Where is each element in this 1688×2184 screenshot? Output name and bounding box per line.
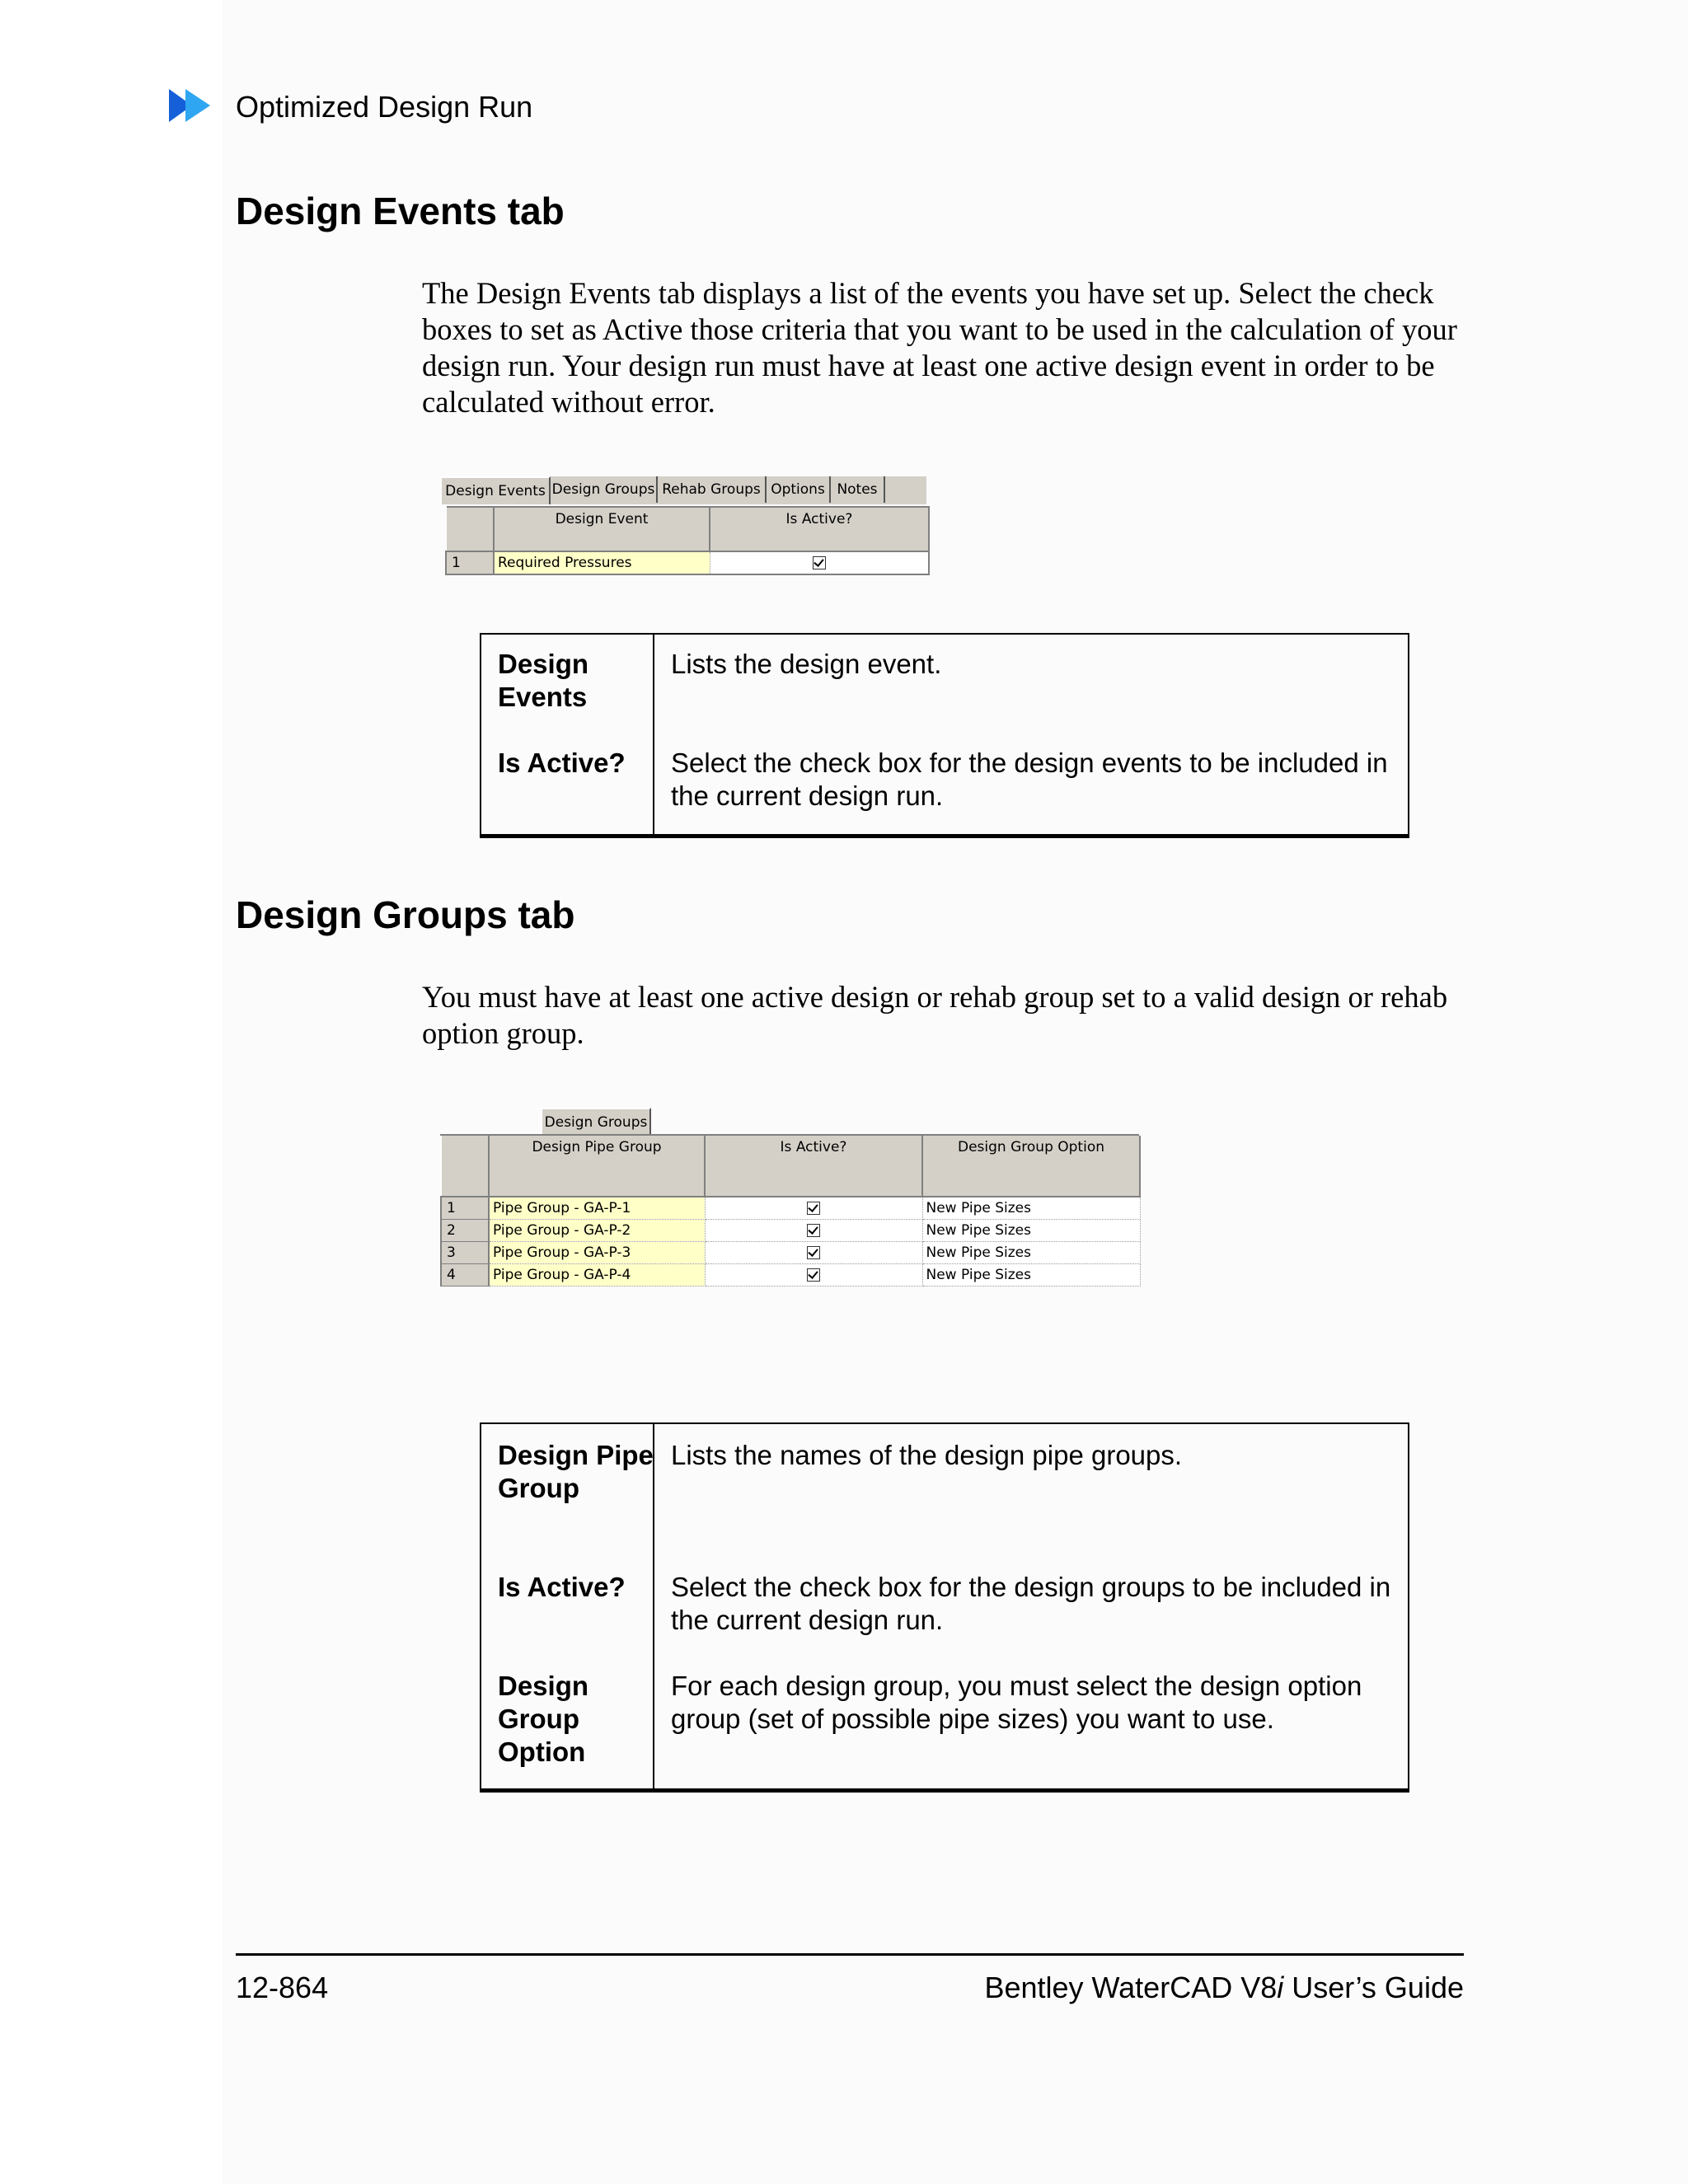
design-events-definition-table: [480, 633, 1409, 838]
design-events-grid: [445, 506, 930, 575]
row-number: 2: [441, 1220, 489, 1242]
running-header: Optimized Design Run: [236, 90, 533, 124]
page-number: 12-864: [236, 1971, 329, 2004]
table-row: [441, 1197, 1140, 1220]
checked-checkbox-icon[interactable]: [807, 1224, 820, 1237]
is-active-cell[interactable]: [705, 1197, 922, 1220]
is-active-cell[interactable]: [705, 1220, 922, 1242]
design-groups-definition-table: [480, 1422, 1409, 1793]
is-active-cell[interactable]: [710, 551, 929, 574]
term-design-group-option: Design Group Option: [498, 1671, 589, 1767]
tab-strip: [541, 1108, 653, 1136]
checked-checkbox-icon[interactable]: [807, 1202, 820, 1215]
row-number: 1: [441, 1197, 489, 1220]
pipe-group-cell[interactable]: Pipe Group - GA-P-3: [489, 1242, 705, 1264]
section-heading-design-events: Design Events tab: [236, 190, 565, 232]
tab-rehab-groups[interactable]: Rehab Groups: [658, 476, 767, 503]
design-events-paragraph: The Design Events tab displays a list of the events you have set up. Select the check boxes to set as Active those criteria that you want to be used in the calculation of your design run. Your design run must have at least one active design event in order to be calculated without error.: [422, 276, 1457, 419]
guide-title-prefix: Bentley WaterCAD V8: [984, 1971, 1278, 2004]
column-header-is-active[interactable]: Is Active?: [705, 1136, 922, 1197]
term-is-active: Is Active?: [498, 1572, 626, 1602]
design-group-option-cell[interactable]: New Pipe Sizes: [922, 1197, 1140, 1220]
term-design-pipe-group: Design Pipe Group: [498, 1440, 654, 1503]
tab-strip: [440, 476, 926, 504]
design-group-option-cell[interactable]: New Pipe Sizes: [922, 1220, 1140, 1242]
design-group-option-cell[interactable]: New Pipe Sizes: [922, 1242, 1140, 1264]
column-header-design-event[interactable]: Design Event: [494, 507, 710, 551]
footer-rule: [236, 1953, 1464, 1956]
term-design-events: Design Events: [498, 649, 589, 712]
guide-title-italic: i: [1277, 1971, 1284, 2004]
table-row: [441, 1242, 1140, 1264]
design-group-option-cell[interactable]: New Pipe Sizes: [922, 1264, 1140, 1286]
section-heading-design-groups: Design Groups tab: [236, 893, 575, 936]
is-active-cell[interactable]: [705, 1242, 922, 1264]
is-active-cell[interactable]: [705, 1264, 922, 1286]
tab-notes[interactable]: Notes: [831, 476, 885, 503]
desc-is-active: Select the check box for the design groups to be included in the current design run.: [671, 1572, 1391, 1635]
column-header-is-active[interactable]: Is Active?: [710, 507, 929, 551]
checked-checkbox-icon[interactable]: [807, 1246, 820, 1259]
pipe-group-cell[interactable]: Pipe Group - GA-P-1: [489, 1197, 705, 1220]
design-event-cell[interactable]: Required Pressures: [494, 551, 710, 574]
desc-is-active: Select the check box for the design events to be included in the current design run.: [671, 748, 1388, 811]
desc-design-events: Lists the design event.: [671, 649, 942, 679]
desc-design-group-option: For each design group, you must select the design option group (set of possible pipe sizes) you want to use.: [671, 1671, 1362, 1734]
grid-corner: [446, 507, 494, 551]
tab-design-groups[interactable]: Design Groups: [551, 476, 658, 503]
table-row: [441, 1264, 1140, 1286]
row-number: 1: [446, 551, 494, 574]
guide-title: [984, 1970, 1464, 2006]
tab-options[interactable]: Options: [767, 476, 831, 503]
design-groups-paragraph: You must have at least one active design or rehab group set to a valid design or rehab option group.: [422, 980, 1448, 1050]
tab-design-events[interactable]: Design Events: [440, 476, 551, 504]
pipe-group-cell[interactable]: Pipe Group - GA-P-2: [489, 1220, 705, 1242]
grid-corner: [441, 1136, 489, 1197]
row-number: 4: [441, 1264, 489, 1286]
design-groups-grid: [440, 1136, 1141, 1286]
tab-design-groups[interactable]: Design Groups: [541, 1108, 651, 1136]
checked-checkbox-icon[interactable]: [813, 556, 826, 569]
row-number: 3: [441, 1242, 489, 1264]
term-is-active: Is Active?: [498, 748, 626, 778]
pipe-group-cell[interactable]: Pipe Group - GA-P-4: [489, 1264, 705, 1286]
column-header-design-group-option[interactable]: Design Group Option: [922, 1136, 1140, 1197]
table-row: [441, 1220, 1140, 1242]
desc-design-pipe-group: Lists the names of the design pipe groups.: [671, 1440, 1183, 1470]
checked-checkbox-icon[interactable]: [807, 1268, 820, 1282]
double-arrow-icon: [169, 87, 222, 124]
column-header-design-pipe-group[interactable]: Design Pipe Group: [489, 1136, 705, 1197]
table-row: [446, 551, 929, 574]
guide-title-suffix: User’s Guide: [1283, 1971, 1464, 2004]
